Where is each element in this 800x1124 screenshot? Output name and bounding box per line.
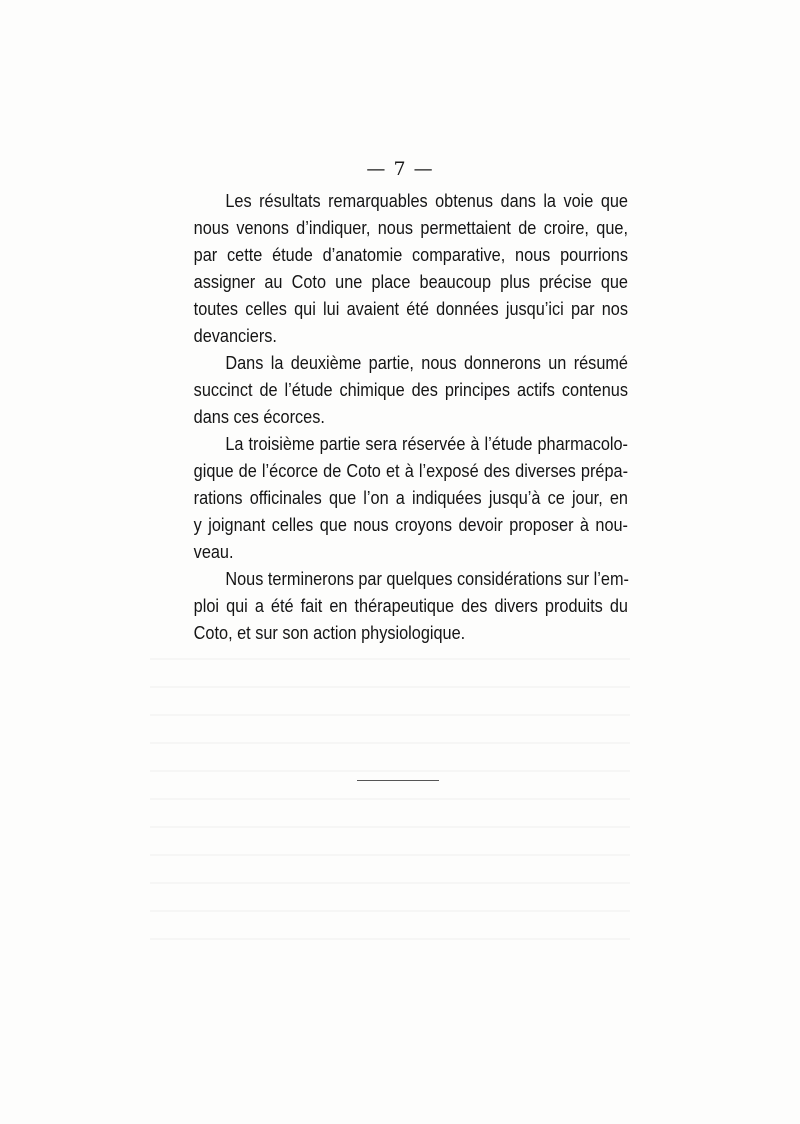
text-line: par cette étude d’anatomie comparative, nous pourrions: [193, 244, 628, 265]
section-end-rule: [357, 780, 439, 781]
text-segment: assigner au: [193, 271, 292, 292]
paragraph-3: [162, 430, 628, 565]
paragraph-2: [162, 349, 628, 430]
italic-term: Coto,: [193, 622, 233, 643]
text-line: Nous terminerons par quelques considérations sur l’em-: [225, 568, 629, 589]
text-line: toutes celles qui lui avaient été données jusqu’ici par nos: [193, 298, 628, 319]
italic-term: Coto: [291, 271, 327, 292]
text-line: rations officinales que l’on a indiquées jusqu’à ce jour, en: [193, 487, 628, 508]
text-line: [162, 457, 628, 484]
text-segment: gique de l’écorce de: [193, 460, 347, 481]
body-text: [162, 187, 628, 646]
text-line: succinct de l’étude chimique des principes actifs contenus: [193, 379, 628, 400]
text-line: nous venons d’indiquer, nous permettaient de croire, que,: [193, 217, 628, 238]
text-segment: une place beaucoup plus précise que: [326, 271, 628, 292]
text-line: Dans la deuxième partie, nous donnerons un résumé: [225, 352, 628, 373]
text-segment: et sur son action physiologique.: [232, 622, 466, 643]
text-segment: et à l’exposé des diverses prépa-: [380, 460, 629, 481]
text-line: veau.: [193, 541, 234, 562]
text-line: Les résultats remarquables obtenus dans la voie que: [225, 190, 628, 211]
text-line: La troisième partie sera réservée à l’étude pharmacolo-: [225, 433, 628, 454]
page-number: — 7 —: [366, 158, 434, 180]
text-line: ploi qui a été fait en thérapeutique des divers produits du: [193, 595, 628, 616]
text-line: y joignant celles que nous croyons devoir proposer à nou-: [193, 514, 628, 535]
italic-term: Coto: [346, 460, 381, 481]
text-line: dans ces écorces.: [193, 406, 325, 427]
paragraph-4: [162, 565, 628, 646]
paragraph-1: [162, 187, 628, 349]
text-line: [162, 268, 628, 295]
text-line: [162, 619, 628, 646]
text-line: devanciers.: [193, 325, 277, 346]
show-through-texture: [150, 640, 630, 960]
